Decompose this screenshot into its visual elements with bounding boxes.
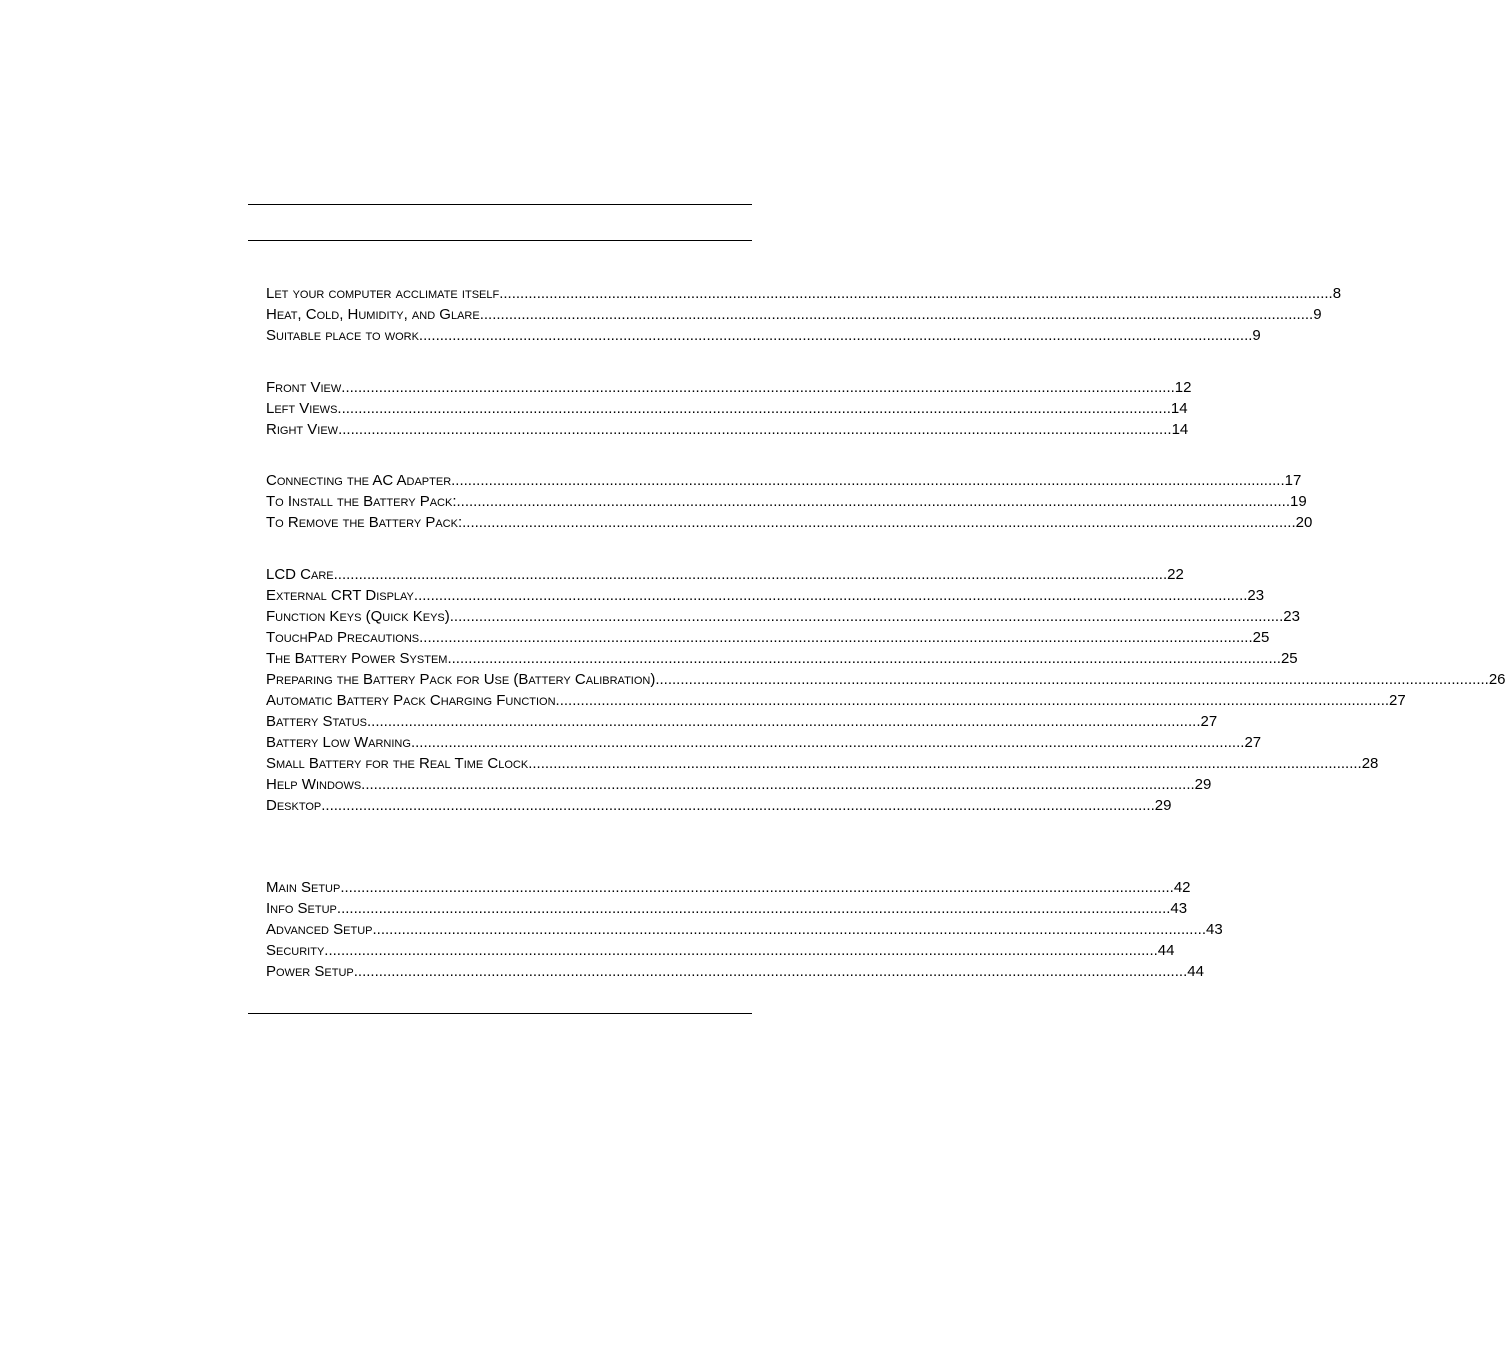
toc-entry-page: 9 — [1252, 327, 1261, 344]
footer-rule — [248, 1013, 752, 1014]
toc-entry-page: 29 — [1154, 797, 1172, 814]
toc-entry-leader: ........................................................................................................................................................................................................ — [337, 400, 1171, 417]
toc-entry-leader: ........................................................................................................................................................................................................ — [413, 587, 1248, 604]
toc-entry-title: Function Keys (Quick Keys) — [266, 608, 450, 625]
toc-entry-page: 27 — [1200, 713, 1218, 730]
toc-entry[interactable] — [266, 919, 1223, 940]
toc-entry-leader: ........................................................................................................................................................................................................ — [555, 692, 1390, 709]
toc-entry[interactable] — [266, 711, 1218, 732]
toc-entry-page: 26 — [1488, 671, 1506, 688]
toc-entry[interactable] — [266, 606, 1300, 627]
toc-entry[interactable] — [266, 795, 1172, 816]
toc-entry-page: 12 — [1174, 379, 1192, 396]
toc-entry-page: 29 — [1194, 776, 1212, 793]
toc-entry-leader: ........................................................................................................................................................................................................ — [499, 285, 1333, 302]
toc-entry-title: Help Windows — [266, 776, 362, 793]
toc-entry-title: Battery Low Warning — [266, 734, 411, 751]
toc-entry-leader: ........................................................................................................................................................................................................ — [528, 755, 1362, 772]
toc-entry-title: Info Setup — [266, 900, 337, 917]
toc-entry-leader: ........................................................................................................................................................................................................ — [333, 566, 1168, 583]
toc-entry-title: Front View — [266, 379, 342, 396]
toc-entry-leader: ........................................................................................................................................................................................................ — [419, 629, 1253, 646]
toc-entry-leader: ........................................................................................................................................................................................................ — [366, 713, 1201, 730]
toc-entry-title: Advanced Setup — [266, 921, 373, 938]
toc-entry-title: Connecting the AC Adapter — [266, 472, 452, 489]
toc-entry-leader: ........................................................................................................................................................................................................ — [451, 472, 1285, 489]
toc-entry[interactable] — [266, 304, 1322, 325]
toc-entry-page: 22 — [1167, 566, 1184, 583]
toc-entry-page: 44 — [1187, 963, 1204, 980]
toc-entry-title: Power Setup — [266, 963, 354, 980]
toc-entry-title: Main Setup — [266, 879, 341, 896]
toc-entry-leader: ........................................................................................................................................................................................................ — [321, 797, 1155, 814]
toc-entry-title: Left Views — [266, 400, 338, 417]
toc-entry-leader: ........................................................................................................................................................................................................ — [449, 608, 1284, 625]
toc-entry[interactable] — [266, 564, 1184, 585]
toc-entry-title: Suitable place to work — [266, 327, 419, 344]
toc-entry-leader: ........................................................................................................................................................................................................ — [353, 963, 1188, 980]
toc-entry-leader: ........................................................................................................................................................................................................ — [655, 671, 1489, 688]
toc-entry-title: Desktop — [266, 797, 322, 814]
toc-entry-leader: ........................................................................................................................................................................................................ — [338, 421, 1172, 438]
toc-entry-page: 9 — [1313, 306, 1322, 323]
toc-entry[interactable] — [266, 377, 1192, 398]
toc-entry-title: Battery Status — [266, 713, 367, 730]
toc-entry-title: The Battery Power System — [266, 650, 448, 667]
toc-entry-title: Heat, Cold, Humidity, and Glare — [266, 306, 480, 323]
toc-entry-page: 23 — [1247, 587, 1265, 604]
toc-entry-page: 14 — [1171, 421, 1189, 438]
toc-entry[interactable] — [266, 940, 1175, 961]
toc-entry-leader: ........................................................................................................................................................................................................ — [361, 776, 1195, 793]
toc-entry-page: 27 — [1389, 692, 1406, 709]
header-rule-bottom — [248, 240, 752, 241]
toc-entry[interactable] — [266, 419, 1189, 440]
toc-entry-title: Preparing the Battery Pack for Use (Battery Calibration) — [266, 671, 656, 688]
toc-entry-leader: ........................................................................................................................................................................................................ — [324, 942, 1158, 959]
toc-entry[interactable] — [266, 627, 1270, 648]
toc-entry-page: 20 — [1295, 514, 1313, 531]
toc-entry-page: 44 — [1157, 942, 1175, 959]
toc-entry-page: 43 — [1170, 900, 1188, 917]
toc-entry-page: 8 — [1332, 285, 1342, 302]
toc-entry[interactable] — [266, 877, 1191, 898]
toc-entry[interactable] — [266, 753, 1379, 774]
toc-entry[interactable] — [266, 470, 1302, 491]
toc-entry[interactable] — [266, 669, 1506, 690]
toc-entry-leader: ........................................................................................................................................................................................................ — [418, 327, 1253, 344]
toc-entry-title: Small Battery for the Real Time Clock — [266, 755, 529, 772]
toc-entry-leader: ........................................................................................................................................................................................................ — [462, 514, 1296, 531]
toc-entry-page: 42 — [1173, 879, 1191, 896]
toc-entry[interactable] — [266, 398, 1188, 419]
toc-entry-leader: ........................................................................................................................................................................................................ — [456, 493, 1290, 510]
toc-entry[interactable] — [266, 898, 1188, 919]
toc-entry-leader: ........................................................................................................................................................................................................ — [447, 650, 1281, 667]
toc-entry-page: 25 — [1252, 629, 1270, 646]
toc-entry-page: 25 — [1280, 650, 1298, 667]
toc-entry-leader: ........................................................................................................................................................................................................ — [410, 734, 1245, 751]
toc-entry[interactable] — [266, 648, 1298, 669]
toc-entry[interactable] — [266, 283, 1342, 304]
toc-entry-leader: ........................................................................................................................................................................................................ — [336, 900, 1171, 917]
toc-entry-leader: ........................................................................................................................................................................................................ — [372, 921, 1206, 938]
toc-entry-title: To Install the Battery Pack: — [266, 493, 457, 510]
toc-entry-page: 43 — [1205, 921, 1223, 938]
toc-entry-title: Security — [266, 942, 325, 959]
toc-group-5 — [266, 877, 1223, 982]
toc-group-1 — [266, 283, 1342, 346]
toc-group-3 — [266, 470, 1313, 533]
toc-entry[interactable] — [266, 732, 1262, 753]
toc-entry-page: 23 — [1283, 608, 1300, 625]
toc-entry-title: External CRT Display — [266, 587, 414, 604]
toc-entry-title: LCD Care — [266, 566, 334, 583]
header-rule-top — [248, 204, 752, 205]
toc-entry-title: TouchPad Precautions — [266, 629, 420, 646]
toc-entry-page: 27 — [1244, 734, 1262, 751]
toc-entry-page: 28 — [1361, 755, 1379, 772]
toc-entry[interactable] — [266, 325, 1261, 346]
toc-entry[interactable] — [266, 491, 1307, 512]
toc-entry[interactable] — [266, 774, 1212, 795]
toc-entry-page: 14 — [1170, 400, 1188, 417]
toc-group-4 — [266, 564, 1506, 816]
toc-group-2 — [266, 377, 1192, 440]
toc-entry[interactable] — [266, 512, 1313, 533]
toc-entry-leader: ........................................................................................................................................................................................................ — [341, 379, 1175, 396]
toc-entry-leader: ........................................................................................................................................................................................................ — [340, 879, 1174, 896]
toc-entry[interactable] — [266, 961, 1204, 982]
toc-entry-title: Automatic Battery Pack Charging Function — [266, 692, 556, 709]
toc-entry-title: To Remove the Battery Pack: — [266, 514, 463, 531]
toc-entry-page: 17 — [1284, 472, 1302, 489]
toc-entry-page: 19 — [1290, 493, 1307, 510]
toc-entry[interactable] — [266, 690, 1406, 711]
toc-entry-title: Right View — [266, 421, 339, 438]
toc-entry-title: Let your computer acclimate itself — [266, 285, 500, 302]
toc-entry[interactable] — [266, 585, 1265, 606]
toc-entry-leader: ........................................................................................................................................................................................................ — [479, 306, 1314, 323]
